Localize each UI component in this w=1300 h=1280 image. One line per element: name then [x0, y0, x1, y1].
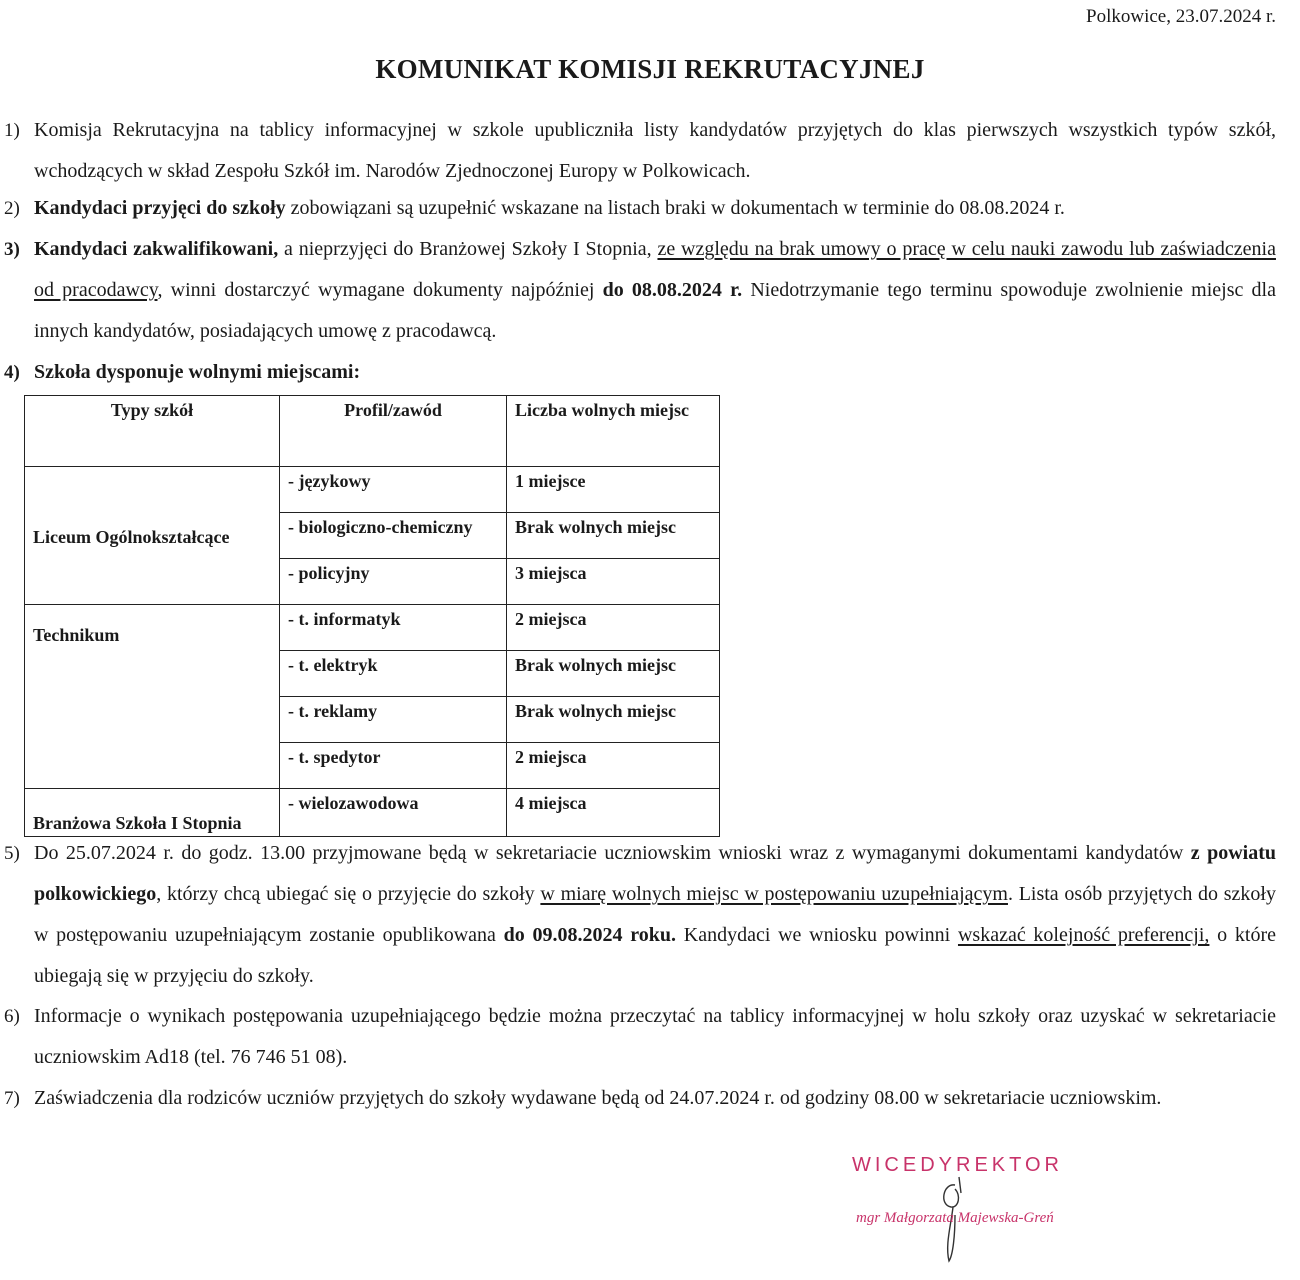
places-cell: Brak wolnych miejsc: [507, 513, 720, 559]
item-text: Informacje o wynikach postępowania uzupełniającego będzie można przeczytać na tablicy informacyjnej w holu szkoły oraz uzyskać w sekretariacie uczniowskim Ad18 (tel. 76 746 51 08).: [34, 1005, 1276, 1068]
item-bold-lead: Kandydaci przyjęci do szkoły: [34, 197, 286, 219]
school-type-cell: Technikum: [25, 605, 280, 789]
profile-cell: - policyjny: [280, 559, 507, 605]
item-number: 5): [4, 843, 20, 864]
document-date: Polkowice, 23.07.2024 r.: [1086, 6, 1276, 27]
item-text: o które ubiegają się w przyjęciu do szkoły.: [34, 924, 1276, 987]
free-places-table: [24, 395, 720, 837]
item-deadline: do 09.08.2024 roku.: [503, 924, 677, 946]
list-item-6: [4, 996, 1276, 1078]
item-underlined: w miarę wolnych miejsc w postępowaniu uzupełniającym: [540, 883, 1008, 905]
places-cell: 2 miejsca: [507, 605, 720, 651]
list-item-1: [4, 110, 1276, 192]
table-row: [25, 789, 720, 837]
item-text: Kandydaci we wniosku powinni: [676, 924, 958, 946]
item-number: 3): [4, 239, 20, 260]
list-item-7: [4, 1078, 1276, 1119]
profile-cell: - wielozawodowa: [280, 789, 507, 837]
table-row: [25, 467, 720, 513]
places-cell: Brak wolnych miejsc: [507, 651, 720, 697]
item-bold-lead: Kandydaci zakwalifikowani,: [34, 238, 279, 260]
item-text: Zaświadczenia dla rodziców uczniów przyjętych do szkoły wydawane będą od 24.07.2024 r. od godziny 08.00 w sekretariacie uczniowskim.: [34, 1087, 1162, 1109]
item-text: Do 25.07.2024 r. do godz. 13.00 przyjmowane będą w sekretariacie uczniowskim wnioski wraz z wymaganymi dokumentami kandydatów: [34, 842, 1191, 864]
item-underlined: wskazać kolejność preferencji,: [957, 924, 1210, 946]
item-text: Komisja Rekrutacyjna na tablicy informacyjnej w szkole upubliczniła listy kandydatów przyjętych do klas pierwszych wszystkich typów szkół, wchodzących w skład Zespołu Szkół im. Narodów Zjednoczonej Europy w Polkowicach.: [34, 119, 1276, 182]
document-title: KOMUNIKAT KOMISJI REKRUTACYJNEJ: [375, 54, 925, 84]
list-item-4: [4, 352, 1276, 393]
item-text: zobowiązani są uzupełnić wskazane na listach braki w dokumentach w terminie do 08.08.2024 r.: [285, 197, 1065, 219]
item-deadline: do 08.08.2024 r.: [602, 279, 743, 301]
places-cell: 2 miejsca: [507, 743, 720, 789]
profile-cell: - t. informatyk: [280, 605, 507, 651]
places-cell: 4 miejsca: [507, 789, 720, 837]
column-header-type: Typy szkół: [25, 396, 280, 467]
signature-stamp-name: mgr Małgorzata Majewska-Greń: [856, 1210, 1054, 1226]
profile-cell: - t. spedytor: [280, 743, 507, 789]
column-header-profile: Profil/zawód: [280, 396, 507, 467]
profile-cell: - t. reklamy: [280, 697, 507, 743]
list-item-3: [4, 229, 1276, 352]
item-number: 4): [4, 362, 20, 383]
item-text: Niedotrzymanie tego terminu spowoduje zwolnienie miejsc dla innych kandydatów, posiadających umowę z pracodawcą.: [34, 279, 1276, 342]
item-text: , winni dostarczyć wymagane dokumenty najpóźniej: [157, 279, 603, 301]
item-text: a nieprzyjęci do Branżowej Szkoły I Stopnia,: [278, 238, 658, 260]
profile-cell: - językowy: [280, 467, 507, 513]
profile-cell: - biologiczno-chemiczny: [280, 513, 507, 559]
column-header-places: Liczba wolnych miejsc: [507, 396, 720, 467]
places-cell: 3 miejsca: [507, 559, 720, 605]
list-item-2: [4, 188, 1276, 229]
item-heading: Szkoła dysponuje wolnymi miejscami:: [34, 361, 361, 383]
item-number: 1): [4, 120, 20, 141]
school-type-cell: Liceum Ogólnokształcące: [25, 467, 280, 605]
item-bold: z powiatu polkowickiego: [34, 842, 1276, 905]
item-text: , którzy chcą ubiegać się o przyjęcie do szkoły: [156, 883, 541, 905]
item-number: 2): [4, 198, 20, 219]
table-row: [25, 605, 720, 651]
profile-cell: - t. elektryk: [280, 651, 507, 697]
item-underlined: ze względu na brak umowy o pracę w celu nauki zawodu lub zaświadczenia od pracodawcy: [34, 238, 1276, 301]
item-number: 6): [4, 1006, 20, 1027]
school-type-cell: Branżowa Szkoła I Stopnia: [25, 789, 280, 837]
places-cell: 1 miejsce: [507, 467, 720, 513]
item-text: . Lista osób przyjętych do szkoły w postępowaniu uzupełniającym zostanie opublikowana: [34, 883, 1276, 946]
places-cell: Brak wolnych miejsc: [507, 697, 720, 743]
signature-stamp-title: WICEDYREKTOR: [852, 1154, 1063, 1176]
table-header-row: [25, 396, 720, 467]
item-number: 7): [4, 1088, 20, 1109]
list-item-5: [4, 833, 1276, 997]
